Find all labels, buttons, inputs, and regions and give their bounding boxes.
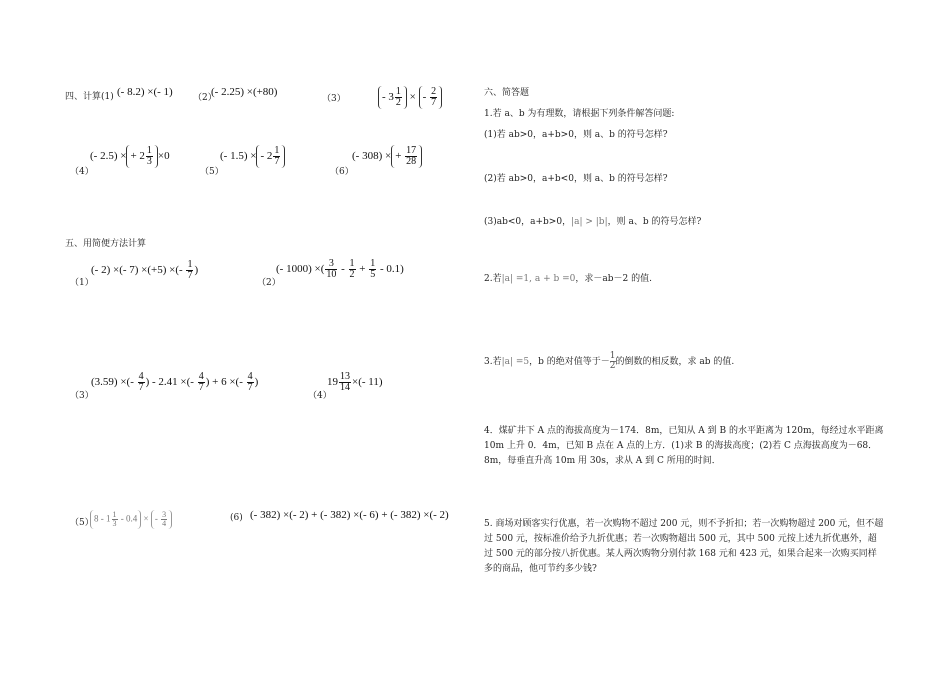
fraction-one-half: $\frac{1}{2}$	[609, 351, 616, 371]
section5-title: 五、用简便方法计算	[65, 239, 147, 249]
question-1-1: (1)若 ab>0，a+b>0，则 a、b 的符号怎样?	[484, 130, 668, 140]
question-4: 4．煤矿井下 A 点的海拔高度为－174．8m，已知从 A 到 B 的水平距离为 120m，每经过水平距离 10m 上升 0．4m，已知 B 点在 A 点的上方．(1)求 B 的海拔高度；(2)若 C 点海拔高度为－68．8m，每垂直升高 10m 用 30s，求从 A 到 C 所用的时间．	[484, 426, 884, 466]
section6-title: 六、简答题	[484, 88, 530, 98]
problem-4-2: (- 2.25) ×(+80)	[211, 86, 278, 98]
problem-5-3: (3.59) ×(- $\frac{4}{7}$ ) - 2.41 ×(- $\frac{4}{7}$ ) + 6 ×(- $\frac{4}{7}$ )	[91, 371, 259, 393]
paren-group: - $\frac{2}{7}$	[419, 86, 442, 109]
problem-4-3: - 3 $\frac{1}{2}$ × - $\frac{2}{7}$	[378, 86, 442, 109]
problem-4-2-label: （2）	[193, 93, 217, 103]
problem-5-6-label: (6)	[230, 513, 243, 523]
problem-5-5-label: （5）	[70, 518, 94, 528]
question-1-3: (3)ab<0，a+b>0，|a| > |b|，则 a、b 的符号怎样?	[484, 217, 702, 227]
question-1: 1.若 a、b 为有理数，请根据下列条件解答问题:	[484, 109, 675, 119]
problem-5-1: (- 2) ×(- 7) ×(+5) ×(- $\frac{1}{7}$ )	[91, 259, 199, 281]
question-1-2: (2)若 ab>0，a+b<0，则 a、b 的符号怎样?	[484, 174, 668, 184]
problem-4-6-label: （6）	[330, 167, 354, 177]
problem-5-1-label: （1）	[70, 278, 94, 288]
problem-4-3-label: （3）	[322, 94, 346, 104]
problem-4-1: (- 8.2) ×(- 1)	[117, 86, 173, 98]
section4-title: 四、计算(1)	[65, 92, 114, 102]
question-5: 5. 商场对顾客实行优惠，若一次购物不超过 200 元，则不予折扣；若一次购物超过 200 元，但不超过 500 元，按标准价给予九折优惠；若一次购物超出 500 元，其中 500 元按上述九折优惠外，超过 500 元的部分按八折优惠。某人两次购物分别付款 168 元和 423 元，如果合起来一次购买同样多的商品，他可节约多少钱?	[484, 519, 884, 574]
problem-5-4: 19 $\frac{13}{14}$ ×(- 11)	[327, 371, 383, 393]
math-condition: |a| =1, a + b =0	[501, 274, 576, 284]
question-2: 2.若|a| =1, a + b =0，求－ab－2 的值.	[484, 274, 652, 284]
problem-4-6: (- 308) × + $\frac{17}{28}$	[352, 145, 422, 168]
problem-5-5: 8 - 1 $\frac{1}{3}$ - 0.4 × - $\frac{3}{4}$	[90, 510, 172, 529]
question-3: 3.若|a| =5，b 的绝对值等于－ $\frac{1}{2}$ 的倒数的相反数，求 ab 的值.	[484, 351, 735, 371]
problem-5-2: (- 1000) ×( $\frac{3}{10}$ - $\frac{1}{2}$ + $\frac{1}{5}$ - 0.1)	[276, 258, 404, 280]
abs-inequality: |a| > |b|	[571, 217, 608, 227]
problem-5-6: (- 382) ×(- 2) + (- 382) ×(- 6) + (- 382) ×(- 2)	[250, 509, 449, 521]
paren-group: - 3 $\frac{1}{2}$	[378, 86, 407, 109]
problem-4-5: (- 1.5) × - 2 $\frac{1}{7}$	[220, 145, 285, 168]
problem-4-4-label: （4）	[70, 167, 94, 177]
problem-4-4: (- 2.5) × + 2 $\frac{1}{3}$ ×0	[90, 145, 170, 167]
problem-4-5-label: （5）	[200, 167, 224, 177]
problem-5-3-label: （3）	[70, 391, 94, 401]
problem-5-2-label: （2）	[257, 278, 281, 288]
problem-5-4-label: （4）	[308, 391, 332, 401]
